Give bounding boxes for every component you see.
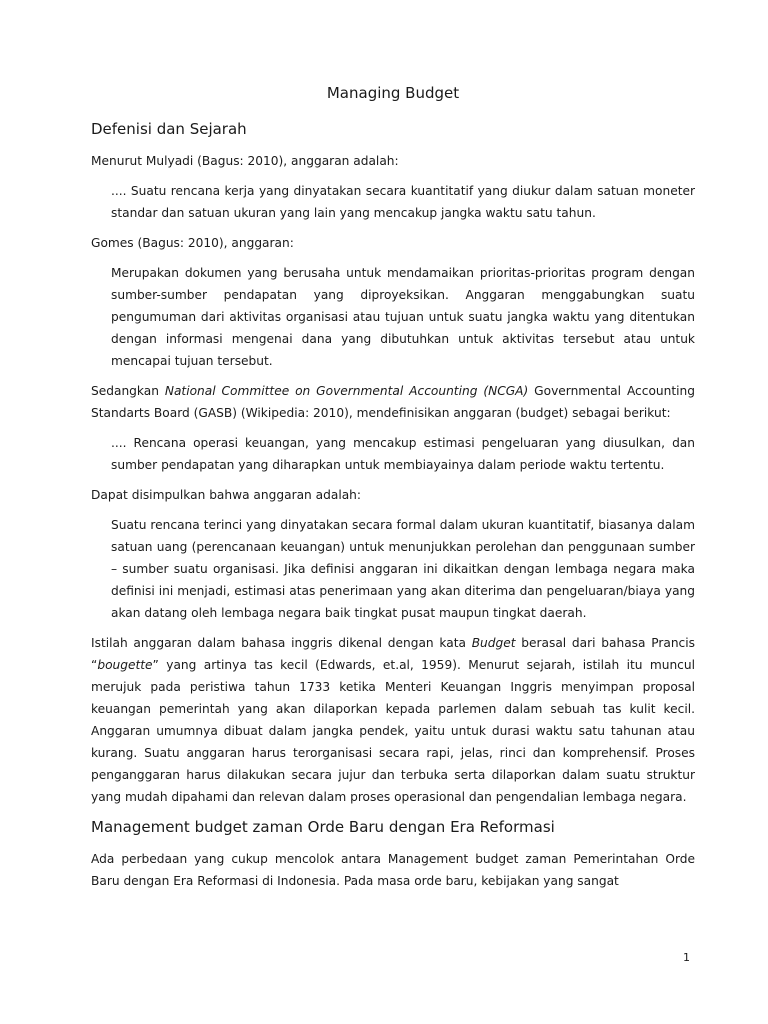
quote-kesimpulan: Suatu rencana terinci yang dinyatakan secara formal dalam ukuran kuantitatif, biasanya dalam satuan uang (perencanaan keuangan) untuk menunjukkan perolehan dan penggunaan sumber – sumber suatu organisasi. Jika definisi anggaran ini dikaitkan dengan lembaga negara maka definisi ini menjadi, estimasi atas penerimaan yang akan diterima dan pengeluaran/biaya yang akan datang oleh lembaga negara baik tingkat pusat maupun tingkat daerah. [111,518,695,620]
text-span: ” yang artinya tas kecil (Edwards, et.al, 1959). Menurut sejarah, istilah itu muncul merujuk pada peristiwa tahun 1733 ketika Menteri Keuangan Inggris menyimpan proposal keuangan pemerintah yang akan dilaporkan kepada parlemen dalam sebuah tas kulit kecil. Anggaran umumnya dibuat dalam jangka pendek, yaitu untuk durasi waktu satu tahunan atau kurang. Suatu anggaran harus terorganisasi secara rapi, jelas, rinci dan komprehensif. Proses penganggaran harus dilakukan secara jujur dan terbuka serta dilaporkan dalam suatu struktur yang mudah dipahami dan relevan dalam proses operasional dan pengendalian lembaga negara. [91,658,695,804]
paragraph-gomes: Gomes (Bagus: 2010), anggaran: [91,236,294,250]
quote-ncga: .... Rencana operasi keuangan, yang mencakup estimasi pengeluaran yang diusulkan, dan sumber pendapatan yang diharapkan untuk membiayainya dalam periode waktu tertentu. [111,436,695,472]
text-span: Governmental Accounting Standarts Board (GASB) (Wikipedia: 2010), mendefinisikan anggaran (budget) sebagai berikut: [91,384,695,420]
quote-mulyadi: .... Suatu rencana kerja yang dinyatakan secara kuantitatif yang diukur dalam satuan moneter standar dan satuan ukuran yang lain yang mencakup jangka waktu satu tahun. [111,184,695,220]
paragraph-ncga [91,380,695,424]
document-title: Managing Budget [326,84,460,102]
paragraph-istilah [91,632,695,808]
text-span: Istilah anggaran dalam bahasa inggris dikenal dengan kata [91,636,472,650]
section-heading-definisi: Defenisi dan Sejarah [91,120,247,138]
italic-span: bougette [97,658,153,672]
page-number: 1 [683,951,690,964]
paragraph-perbedaan: Ada perbedaan yang cukup mencolok antara Management budget zaman Pemerintahan Orde Baru dengan Era Reformasi di Indonesia. Pada masa orde baru, kebijakan yang sangat [91,852,695,888]
paragraph-kesimpulan: Dapat disimpulkan bahwa anggaran adalah: [91,488,362,502]
italic-span: Budget [471,636,516,650]
quote-gomes: Merupakan dokumen yang berusaha untuk mendamaikan prioritas-prioritas program dengan sumber-sumber pendapatan yang diproyeksikan. Anggaran menggabungkan suatu pengumuman dari aktivitas organisasi atau tujuan untuk suatu jangka waktu yang ditentukan dengan informasi mengenai dana yang dibutuhkan untuk aktivitas tersebut atau untuk mencapai tujuan tersebut. [111,266,695,368]
paragraph-mulyadi: Menurut Mulyadi (Bagus: 2010), anggaran adalah: [91,154,399,168]
italic-span: National Committee on Governmental Accounting (NCGA) [164,384,529,398]
section-heading-management-budget: Management budget zaman Orde Baru dengan Era Reformasi [91,818,555,836]
text-span: berasal dari bahasa Prancis “ [91,636,695,672]
document-page [91,84,695,900]
text-span: Sedangkan [91,384,165,398]
